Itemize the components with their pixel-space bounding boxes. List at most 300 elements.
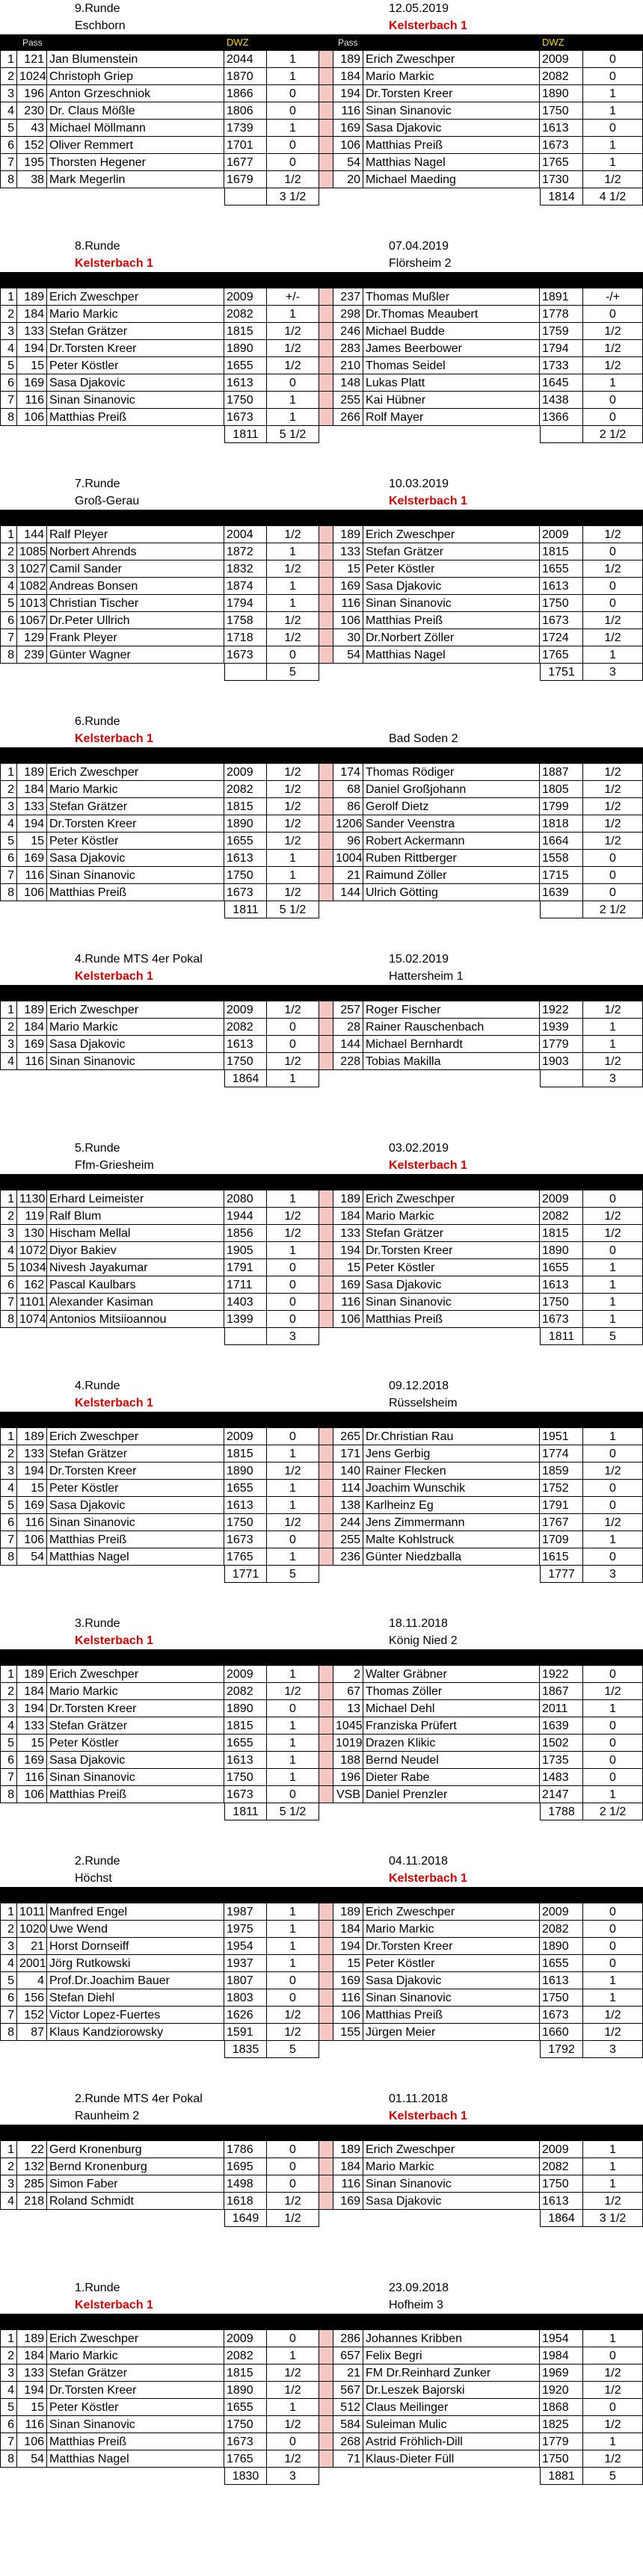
left-dwz: 1866: [224, 85, 267, 102]
right-dwz-average: 1814: [540, 188, 583, 206]
right-player-name: Erich Zweschper: [363, 526, 540, 543]
right-player-name: Dr.Torsten Kreer: [363, 1938, 540, 1955]
right-score: 0: [583, 578, 643, 595]
right-dwz: 1765: [540, 154, 583, 171]
left-dwz: 1403: [224, 1294, 267, 1311]
right-pass-number: 169: [333, 2193, 363, 2210]
board-row: [0, 560, 643, 578]
left-pass-number: 184: [17, 1019, 47, 1036]
board-number: 6: [0, 374, 17, 392]
board-row: [0, 2433, 643, 2450]
right-player-name: Michael Dehl: [363, 1700, 540, 1717]
divider-cell: [319, 409, 333, 426]
right-dwz: 1613: [540, 2193, 583, 2210]
left-dwz: 1832: [224, 560, 267, 578]
right-dwz: 1887: [540, 764, 583, 781]
board-number: 5: [0, 357, 17, 374]
left-pass-number: 106: [17, 1531, 47, 1548]
left-score: 1/2: [267, 815, 319, 833]
right-player-name: Sinan Sinanovic: [363, 1294, 540, 1311]
right-dwz: 1791: [540, 1497, 583, 1514]
left-player-name: Erich Zweschper: [47, 764, 224, 781]
left-player-name: Frank Pleyer: [47, 629, 224, 646]
left-dwz: 1815: [224, 1445, 267, 1462]
right-player-name: Daniel Prenzler: [363, 1786, 540, 1803]
divider-cell: [319, 884, 333, 901]
right-player-name: Claus Meilinger: [363, 2399, 540, 2416]
left-player-name: Erich Zweschper: [47, 1666, 224, 1683]
right-team-name: Hofheim 3: [389, 2299, 443, 2311]
right-pass-number: 266: [333, 409, 363, 426]
right-dwz: 1759: [540, 323, 583, 340]
left-pass-number: 116: [17, 1053, 47, 1070]
right-dwz: 1615: [540, 1548, 583, 1566]
left-player-name: Mario Markic: [47, 306, 224, 323]
right-score: 0: [583, 1445, 643, 1462]
right-pass-number: 265: [333, 1428, 363, 1445]
right-score: 1/2: [583, 357, 643, 374]
board-number: 8: [0, 2024, 17, 2041]
left-player-name: Christoph Griep: [47, 68, 224, 85]
left-player-name: Andreas Bonsen: [47, 578, 224, 595]
right-team-total: 2 1/2: [583, 426, 643, 443]
board-number: 7: [0, 1769, 17, 1786]
header-bar: [0, 1649, 643, 1666]
board-row: [0, 629, 643, 646]
board-number: 2: [0, 543, 17, 560]
right-pass-number: 21: [333, 2365, 363, 2382]
board-number: 5: [0, 1735, 17, 1752]
right-score: 0: [583, 595, 643, 612]
left-pass-number: 21: [17, 1938, 47, 1955]
left-player-name: Matthias Preiß: [47, 884, 224, 901]
divider-cell: [319, 1683, 333, 1700]
right-player-name: Jens Gerbig: [363, 1445, 540, 1462]
right-score: 1/2: [583, 629, 643, 646]
left-score: 1: [267, 1497, 319, 1514]
left-pass-number: 194: [17, 2382, 47, 2399]
left-dwz: 1815: [224, 798, 267, 815]
right-pass-number: 184: [333, 68, 363, 85]
board-row: [0, 526, 643, 543]
left-dwz: 1677: [224, 154, 267, 171]
right-player-name: Mario Markic: [363, 2158, 540, 2175]
left-score: 1/2: [267, 526, 319, 543]
divider-cell: [319, 1428, 333, 1445]
left-pass-number: 106: [17, 1786, 47, 1803]
left-dwz: 1803: [224, 1989, 267, 2007]
left-dwz: 1613: [224, 1752, 267, 1769]
left-dwz: 1618: [224, 2193, 267, 2210]
right-pass-number: 114: [333, 1480, 363, 1497]
right-score: 1: [583, 1276, 643, 1294]
left-team-name: Kelsterbach 1: [75, 257, 153, 270]
left-player-name: Sinan Sinanovic: [47, 1769, 224, 1786]
right-pass-number: 512: [333, 2399, 363, 2416]
right-player-name: Gerolf Dietz: [363, 798, 540, 815]
left-team-total: 5: [267, 664, 319, 681]
board-number: 6: [0, 1514, 17, 1531]
round-title: 4.Runde: [75, 1380, 120, 1392]
board-number: 3: [0, 2175, 17, 2193]
round-title: 2.Runde: [75, 1855, 120, 1868]
board-row: [0, 2347, 643, 2365]
left-dwz: 1750: [224, 2416, 267, 2433]
right-player-name: Peter Köstler: [363, 560, 540, 578]
left-score: 1/2: [267, 323, 319, 340]
right-pass-number: 133: [333, 1225, 363, 1242]
right-dwz: 1750: [540, 595, 583, 612]
right-player-name: Matthias Preiß: [363, 137, 540, 154]
totals-row: [0, 2468, 643, 2485]
board-number: 2: [0, 2347, 17, 2365]
right-pass-number: 169: [333, 120, 363, 137]
board-row: [0, 2193, 643, 2210]
board-number: 3: [0, 1462, 17, 1480]
divider-cell: [319, 560, 333, 578]
totals-row: [0, 664, 643, 681]
left-score: 0: [267, 1311, 319, 1328]
left-score: 0: [267, 1700, 319, 1717]
left-dwz: 1673: [224, 1531, 267, 1548]
right-dwz: 2009: [540, 1190, 583, 1208]
board-row: [0, 1955, 643, 1972]
right-player-name: Dieter Rabe: [363, 1769, 540, 1786]
left-player-name: Matthias Preiß: [47, 2433, 224, 2450]
divider-cell: [319, 2365, 333, 2382]
left-player-name: Mario Markic: [47, 1019, 224, 1036]
left-dwz: 1890: [224, 815, 267, 833]
board-number: 8: [0, 1311, 17, 1328]
left-score: 0: [267, 1294, 319, 1311]
board-row: [0, 1735, 643, 1752]
right-player-name: Franziska Prüfert: [363, 1717, 540, 1735]
board-number: 7: [0, 2007, 17, 2024]
right-pass-number: 30: [333, 629, 363, 646]
left-player-name: Diyor Bakiev: [47, 1242, 224, 1259]
right-dwz-average: 1788: [540, 1803, 583, 1820]
left-pass-number: 116: [17, 392, 47, 409]
right-dwz: 1613: [540, 578, 583, 595]
left-dwz-average: 1649: [224, 2210, 267, 2227]
right-dwz-average: 1777: [540, 1566, 583, 1583]
divider-cell: [319, 357, 333, 374]
right-score: 1: [583, 102, 643, 120]
left-score: 1: [267, 1548, 319, 1566]
right-team-name: Flörsheim 2: [389, 257, 452, 270]
left-pass-number: 116: [17, 867, 47, 884]
divider-cell: [319, 154, 333, 171]
right-player-name: Kai Hübner: [363, 392, 540, 409]
round-date: 10.03.2019: [389, 478, 449, 490]
left-score: 1: [267, 409, 319, 426]
left-dwz: 2082: [224, 781, 267, 798]
left-player-name: Roland Schmidt: [47, 2193, 224, 2210]
left-score: 0: [267, 1786, 319, 1803]
left-dwz-average: 1811: [224, 1803, 267, 1820]
left-dwz-average: 1830: [224, 2468, 267, 2485]
left-player-name: Prof.Dr.Joachim Bauer: [47, 1972, 224, 1989]
right-score: 1/2: [583, 1462, 643, 1480]
right-dwz: 1483: [540, 1769, 583, 1786]
divider-cell: [319, 1531, 333, 1548]
right-player-name: Drazen Klikic: [363, 1735, 540, 1752]
right-pass-number: 15: [333, 1955, 363, 1972]
left-team-total: 1: [267, 1070, 319, 1087]
right-pass-number: 15: [333, 560, 363, 578]
left-score: 1: [267, 68, 319, 85]
left-dwz: 1870: [224, 68, 267, 85]
left-team-name: Raunheim 2: [75, 2110, 140, 2122]
left-player-name: Mario Markic: [47, 781, 224, 798]
divider-cell: [319, 1938, 333, 1955]
board-row: [0, 1683, 643, 1700]
left-score: 1/2: [267, 1208, 319, 1225]
board-number: 1: [0, 288, 17, 306]
right-score: 1/2: [583, 833, 643, 850]
right-score: 0: [583, 867, 643, 884]
left-score: 1: [267, 1735, 319, 1752]
board-row: [0, 2141, 643, 2158]
right-pass-number: 54: [333, 154, 363, 171]
left-player-name: Matthias Nagel: [47, 1548, 224, 1566]
right-player-name: Karlheinz Eg: [363, 1497, 540, 1514]
right-player-name: Dr.Torsten Kreer: [363, 1242, 540, 1259]
board-row: [0, 85, 643, 102]
board-number: 4: [0, 815, 17, 833]
left-pass-number: 4: [17, 1972, 47, 1989]
right-team-name: Kelsterbach 1: [389, 1159, 467, 1172]
right-score: 1: [583, 1311, 643, 1328]
right-pass-number: 228: [333, 1053, 363, 1070]
right-dwz: 1733: [540, 357, 583, 374]
left-dwz: 1613: [224, 850, 267, 867]
round-date: 09.12.2018: [389, 1380, 449, 1392]
right-player-name: Sander Veenstra: [363, 815, 540, 833]
right-player-name: Suleiman Mulic: [363, 2416, 540, 2433]
left-dwz: 1872: [224, 543, 267, 560]
right-player-name: Stefan Grätzer: [363, 1225, 540, 1242]
left-pass-number: 144: [17, 526, 47, 543]
right-score: 1: [583, 154, 643, 171]
board-number: 4: [0, 1242, 17, 1259]
right-score: -/+: [583, 288, 643, 306]
right-team-name: König Nied 2: [389, 1634, 458, 1647]
left-dwz: 1987: [224, 1903, 267, 1921]
right-pass-number: 144: [333, 884, 363, 901]
board-row: [0, 1019, 643, 1036]
left-dwz: 2082: [224, 1019, 267, 1036]
left-dwz: 1890: [224, 340, 267, 357]
divider-cell: [319, 1735, 333, 1752]
right-dwz: 1867: [540, 1683, 583, 1700]
right-player-name: Dr.Thomas Meaubert: [363, 306, 540, 323]
board-row: [0, 1989, 643, 2007]
left-dwz-average: 1864: [224, 1070, 267, 1087]
right-score: 1/2: [583, 2007, 643, 2024]
round-title: 6.Runde: [75, 715, 120, 728]
left-pass-number: 1072: [17, 1242, 47, 1259]
left-player-name: Klaus Kandziorowsky: [47, 2024, 224, 2041]
board-number: 4: [0, 102, 17, 120]
left-dwz: 1673: [224, 646, 267, 664]
right-player-name: Malte Kohlstruck: [363, 1531, 540, 1548]
right-dwz-average: 1864: [540, 2210, 583, 2227]
right-dwz: 1366: [540, 409, 583, 426]
left-score: 1/2: [267, 1683, 319, 1700]
divider-cell: [319, 2193, 333, 2210]
board-row: [0, 102, 643, 120]
right-pass-number: 255: [333, 392, 363, 409]
right-pass-number: 257: [333, 1001, 363, 1019]
right-pass-number: 189: [333, 51, 363, 68]
left-pass-number: 189: [17, 2330, 47, 2347]
right-dwz: 2009: [540, 526, 583, 543]
right-pass-number: 169: [333, 1276, 363, 1294]
board-number: 1: [0, 1903, 17, 1921]
left-team-name: Kelsterbach 1: [75, 970, 153, 983]
right-player-name: Ruben Rittberger: [363, 850, 540, 867]
right-pass-number: 184: [333, 1921, 363, 1938]
divider-cell: [319, 1036, 333, 1053]
divider-cell: [319, 1769, 333, 1786]
left-player-name: Simon Faber: [47, 2175, 224, 2193]
board-row: [0, 1311, 643, 1328]
board-row: [0, 2175, 643, 2193]
right-pass-number: 116: [333, 595, 363, 612]
right-team-name: Hattersheim 1: [389, 970, 464, 983]
divider-cell: [319, 1001, 333, 1019]
totals-row: [0, 188, 643, 206]
right-score: 1: [583, 1019, 643, 1036]
left-score: 1: [267, 1480, 319, 1497]
right-pass-number: 67: [333, 1683, 363, 1700]
right-score: 1: [583, 2175, 643, 2193]
right-pass-number: 1045: [333, 1717, 363, 1735]
right-score: 1: [583, 1531, 643, 1548]
left-score: 0: [267, 1259, 319, 1276]
board-number: 3: [0, 798, 17, 815]
left-pass-number: 169: [17, 850, 47, 867]
board-number: 2: [0, 2158, 17, 2175]
left-player-name: Peter Köstler: [47, 1480, 224, 1497]
divider-cell: [319, 526, 333, 543]
board-row: [0, 1259, 643, 1276]
board-row: [0, 1548, 643, 1566]
board-row: [0, 612, 643, 629]
right-player-name: Sinan Sinanovic: [363, 595, 540, 612]
left-dwz: 1673: [224, 409, 267, 426]
board-number: 4: [0, 1955, 17, 1972]
right-pass-number: 657: [333, 2347, 363, 2365]
left-dwz: 1905: [224, 1242, 267, 1259]
right-player-name: Sinan Sinanovic: [363, 102, 540, 120]
right-score: 0: [583, 1752, 643, 1769]
left-player-name: Sinan Sinanovic: [47, 392, 224, 409]
right-dwz: 1815: [540, 543, 583, 560]
right-team-total: 2 1/2: [583, 901, 643, 918]
right-score: 0: [583, 1480, 643, 1497]
round-date: 23.09.2018: [389, 2282, 449, 2294]
divider-cell: [319, 1903, 333, 1921]
board-row: [0, 1514, 643, 1531]
divider-cell: [319, 306, 333, 323]
right-team-name: Kelsterbach 1: [389, 1872, 467, 1885]
round-title: 9.Runde: [75, 2, 120, 15]
left-score: 1/2: [267, 2024, 319, 2041]
divider-cell: [319, 781, 333, 798]
left-score: 1: [267, 2399, 319, 2416]
divider-cell: [319, 137, 333, 154]
left-player-name: Dr.Torsten Kreer: [47, 1700, 224, 1717]
left-dwz: 1711: [224, 1276, 267, 1294]
left-dwz: 1937: [224, 1955, 267, 1972]
right-dwz: 1673: [540, 1311, 583, 1328]
left-dwz: 1874: [224, 578, 267, 595]
right-pass-number: 133: [333, 543, 363, 560]
left-player-name: Pascal Kaulbars: [47, 1276, 224, 1294]
left-dwz: 1806: [224, 102, 267, 120]
right-player-name: Rainer Flecken: [363, 1462, 540, 1480]
left-pass-number: 156: [17, 1989, 47, 2007]
left-pass-number: 184: [17, 2347, 47, 2365]
board-number: 7: [0, 1531, 17, 1548]
right-team-total: 2 1/2: [583, 1803, 643, 1820]
right-pass-number: 68: [333, 781, 363, 798]
right-player-name: Günter Niedzballa: [363, 1548, 540, 1566]
board-row: [0, 1700, 643, 1717]
left-pass-number: 194: [17, 1700, 47, 1717]
right-player-name: Stefan Grätzer: [363, 543, 540, 560]
left-dwz: 1498: [224, 2175, 267, 2193]
divider-cell: [319, 2141, 333, 2158]
divider-cell: [319, 1666, 333, 1683]
left-dwz: 1655: [224, 1480, 267, 1497]
left-pass-number: 130: [17, 1225, 47, 1242]
board-row: [0, 1462, 643, 1480]
right-pass-number: 1019: [333, 1735, 363, 1752]
board-number: 4: [0, 2382, 17, 2399]
left-dwz: 2004: [224, 526, 267, 543]
left-pass-number: 87: [17, 2024, 47, 2041]
left-player-name: Nivesh Jayakumar: [47, 1259, 224, 1276]
right-dwz: 2009: [540, 2141, 583, 2158]
left-player-name: Horst Dornseiff: [47, 1938, 224, 1955]
left-score: 0: [267, 1531, 319, 1548]
right-score: 0: [583, 120, 643, 137]
right-score: 0: [583, 1903, 643, 1921]
right-score: 0: [583, 2347, 643, 2365]
right-score: 1/2: [583, 560, 643, 578]
right-score: 1: [583, 2330, 643, 2347]
left-team-name: Eschborn: [75, 19, 126, 32]
left-score: 0: [267, 102, 319, 120]
left-player-name: Matthias Preiß: [47, 409, 224, 426]
left-pass-number: 189: [17, 1666, 47, 1683]
left-player-name: Erich Zweschper: [47, 1001, 224, 1019]
right-pass-number: 155: [333, 2024, 363, 2041]
left-score: 1: [267, 1752, 319, 1769]
right-pass-number: 286: [333, 2330, 363, 2347]
divider-cell: [319, 833, 333, 850]
board-row: [0, 1445, 643, 1462]
right-dwz: 1502: [540, 1735, 583, 1752]
right-score: 0: [583, 2399, 643, 2416]
right-dwz: 1767: [540, 1514, 583, 1531]
board-row: [0, 340, 643, 357]
right-dwz: 1655: [540, 560, 583, 578]
right-dwz: 1774: [540, 1445, 583, 1462]
